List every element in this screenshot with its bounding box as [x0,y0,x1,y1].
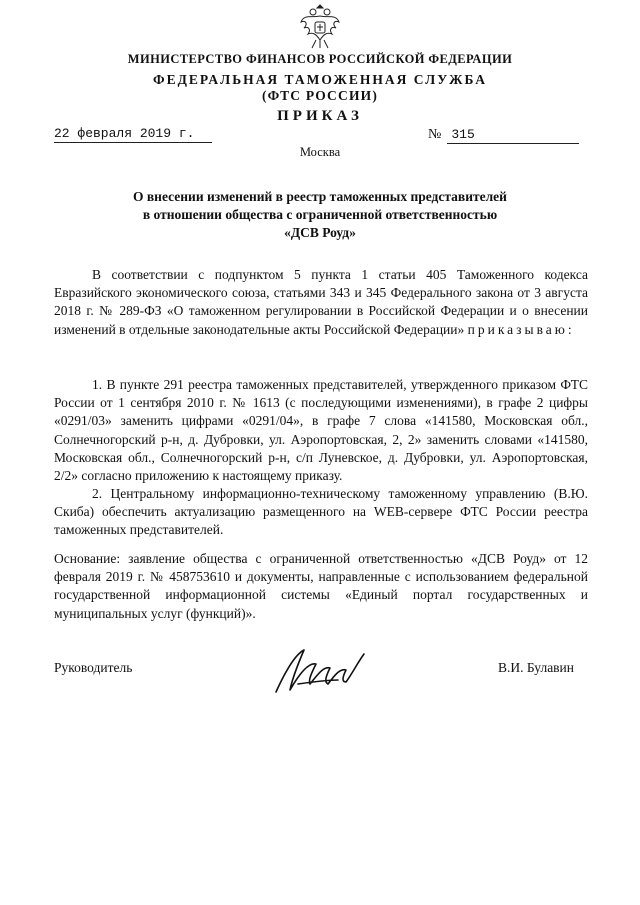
subject-line: О внесении изменений в реестр таможенных представителей [133,189,507,204]
document-type: ПРИКАЗ [277,108,363,124]
emblem-icon [298,4,342,50]
order-phrase: приказываю: [467,321,575,337]
number-sign: № [428,127,442,142]
order-subject [100,188,540,242]
signature-icon [268,640,386,700]
clause-1: 1. В пункте 291 реестра таможенных представителей, утвержденного приказом ФТС России от 1 сентября 2010 г. № 1613 (с последующими изменениями), в графе 2 цифры «0291/03» заменить цифрами «0291/04», в графе 7 слова «141580, Московская обл., Солнечногорский р-н, д. Дубровки, ул. Аэропортовская, 2, 2» заменить словами «141580, Московская обл., Солнечногорский р-н, с/п Луневское, д. Дубровки, ул. Аэропортовская, 2/2» согласно приложению к настоящему приказу. [54,377,588,484]
order-number: 315 [447,127,579,144]
service-short-name: (ФТС РОССИИ) [261,88,379,103]
signatory-position: Руководитель [54,660,133,675]
signatory-name: В.И. Булавин [498,660,575,675]
service-name: ФЕДЕРАЛЬНАЯ ТАМОЖЕННАЯ СЛУЖБА [153,72,487,87]
city: Москва [299,145,341,159]
clause-2: 2. Центральному информационно-техническому таможенному управлению (В.Ю. Скиба) обеспечить актуализацию размещенного на WEB-сервере ФТС России реестра таможенных представителей. [54,486,588,538]
preamble-paragraph [54,266,588,339]
subject-line: «ДСВ Роуд» [284,225,356,240]
ministry-name: МИНИСТЕРСТВО ФИНАНСОВ РОССИЙСКОЙ ФЕДЕРАЦИИ [127,52,513,66]
order-number-field [428,126,579,144]
order-date: 22 февраля 2019 г. [54,126,212,143]
subject-line: в отношении общества с ограниченной ответственностью [142,207,498,222]
preamble-text: В соответствии с подпунктом 5 пункта 1 статьи 405 Таможенного кодекса Евразийского экономического союза, статьями 343 и 345 Федерального закона от 3 августа 2018 г. № 289-ФЗ «О таможенном регулировании в Российской Федерации и о внесении изменений в отдельные законодательные акты Российской Федерации» [54,267,588,337]
basis-paragraph: Основание: заявление общества с ограниченной ответственностью «ДСВ Роуд» от 12 февраля 2019 г. № 458753610 и документы, направленные с использованием федеральной государственной информационной системы «Единый портал государственных и муниципальных услуг (функций)». [54,551,588,621]
